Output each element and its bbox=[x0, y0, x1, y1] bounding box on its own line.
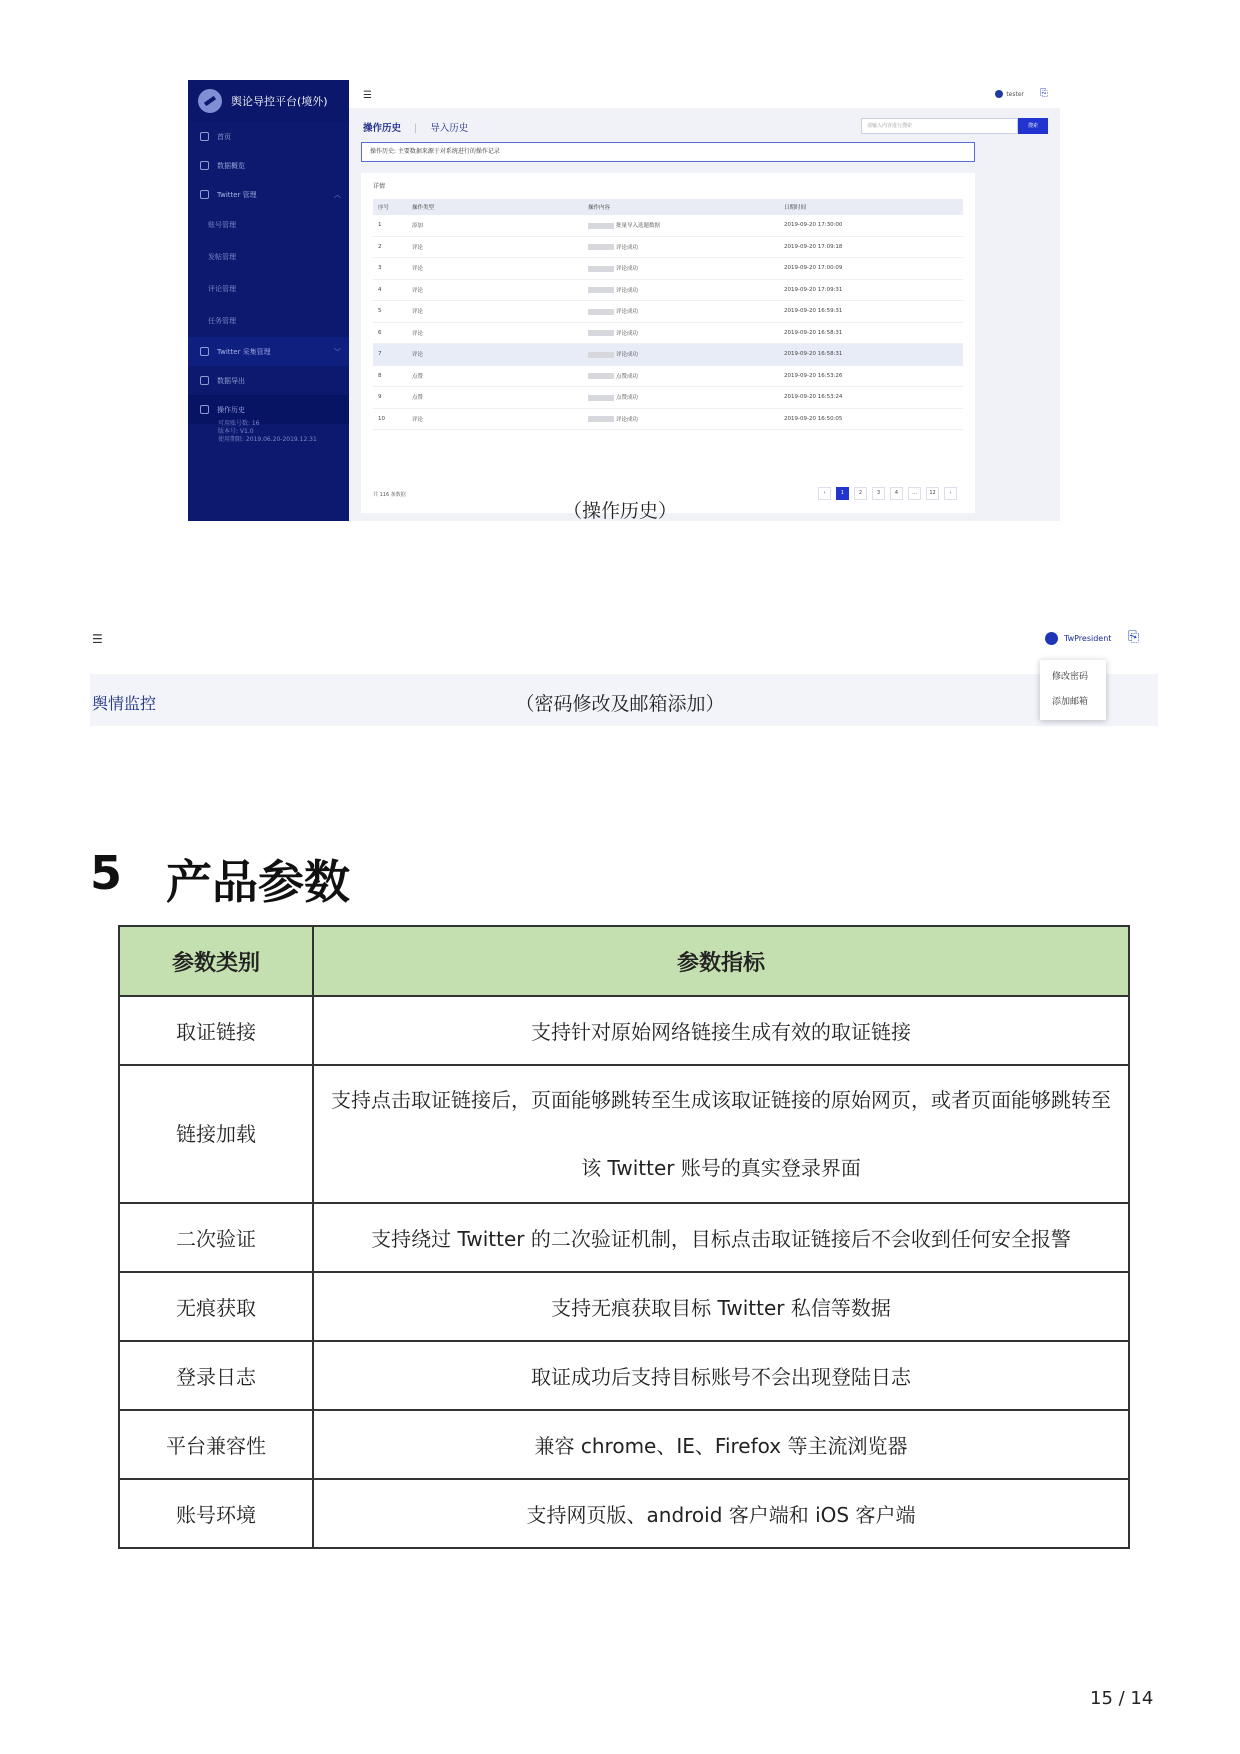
param-spec: 取证成功后支持目标账号不会出现登陆日志 bbox=[313, 1341, 1129, 1410]
menu-item-icon bbox=[200, 376, 209, 385]
chevron-down-icon: ﹀ bbox=[334, 347, 341, 356]
sidebar-item-label: 操作历史 bbox=[217, 405, 245, 414]
params-header-row bbox=[119, 926, 1129, 996]
cell-content bbox=[583, 236, 779, 258]
cell-text: 评论成功 bbox=[616, 330, 639, 337]
user-icon bbox=[995, 90, 1003, 98]
page-button[interactable]: 1 bbox=[836, 487, 849, 500]
page-number: 15 / 14 bbox=[1090, 1688, 1154, 1709]
cell-text: 添加 bbox=[412, 223, 424, 230]
search-button[interactable]: 搜索 bbox=[1018, 118, 1048, 134]
tab-separator: | bbox=[414, 123, 418, 134]
logo-icon bbox=[198, 89, 222, 113]
cell-text: 2019-09-20 17:30:00 bbox=[784, 222, 843, 229]
logout-icon[interactable]: ⎘ bbox=[1040, 88, 1048, 99]
cell-no bbox=[373, 279, 407, 301]
operation-history-screenshot bbox=[188, 80, 1060, 521]
param-spec: 支持无痕获取目标 Twitter 私信等数据 bbox=[313, 1272, 1129, 1341]
redacted-mark bbox=[588, 266, 614, 272]
caption-operation-history: （操作历史） bbox=[562, 500, 677, 522]
cell-time bbox=[779, 215, 963, 236]
cell-time bbox=[779, 408, 963, 430]
cell-time bbox=[779, 258, 963, 280]
cell-no bbox=[373, 236, 407, 258]
col-header-content: 操作内容 bbox=[583, 199, 779, 215]
product-params-table bbox=[118, 925, 1130, 1549]
cell-text: 6 bbox=[378, 329, 382, 336]
page-button[interactable]: … bbox=[908, 487, 921, 500]
page-button[interactable]: ‹ bbox=[818, 487, 831, 500]
cell-text: 2019-09-20 16:50:05 bbox=[784, 415, 843, 422]
chevron-up-icon: ︿ bbox=[334, 190, 341, 199]
table-row[interactable] bbox=[373, 279, 963, 301]
cell-no bbox=[373, 344, 407, 366]
menu-item-icon bbox=[200, 347, 209, 356]
username: TwPresident bbox=[1064, 634, 1112, 643]
cell-text: 评论成功 bbox=[616, 352, 639, 359]
cell-text: 评论 bbox=[412, 266, 424, 273]
cell-content bbox=[583, 258, 779, 280]
section-title: 舆情监控 bbox=[92, 694, 157, 713]
cell-text: 2019-09-20 17:09:31 bbox=[784, 286, 843, 293]
menu-item-icon bbox=[200, 405, 209, 414]
main-area bbox=[349, 80, 1060, 521]
app-logo[interactable] bbox=[188, 80, 349, 122]
top-bar bbox=[349, 80, 1060, 108]
redacted-mark bbox=[588, 373, 614, 379]
cell-text: 3 bbox=[378, 265, 382, 272]
cell-text: 2019-09-20 16:59:31 bbox=[784, 308, 843, 315]
cell-content bbox=[583, 301, 779, 323]
cell-time bbox=[779, 344, 963, 366]
params-row bbox=[119, 1272, 1129, 1341]
total-count: 共 116 条数据 bbox=[373, 492, 406, 498]
tabs bbox=[363, 120, 478, 134]
cell-time bbox=[779, 322, 963, 344]
params-row bbox=[119, 1203, 1129, 1272]
col-header-type: 操作类型 bbox=[407, 199, 583, 215]
redacted-mark bbox=[588, 287, 614, 293]
sidebar-item-label: 评论管理 bbox=[208, 285, 236, 293]
app-title: 舆论导控平台(境外) bbox=[231, 95, 328, 108]
dropdown-item-add-email[interactable]: 添加邮箱 bbox=[1052, 697, 1089, 707]
param-spec: 支持网页版、android 客户端和 iOS 客户端 bbox=[313, 1479, 1129, 1548]
section-number: 5 bbox=[90, 846, 123, 900]
cell-no bbox=[373, 215, 407, 236]
cell-type bbox=[407, 408, 583, 430]
redacted-mark bbox=[588, 309, 614, 315]
cell-text: 评论 bbox=[412, 244, 424, 251]
redacted-mark bbox=[588, 330, 614, 336]
sidebar-item-label: 发帖管理 bbox=[208, 253, 236, 261]
cell-text: 评论 bbox=[412, 416, 424, 423]
cell-text: 点赞 bbox=[412, 373, 424, 380]
footer-line: 使用期限: 2019.06.20-2019.12.31 bbox=[218, 436, 317, 443]
cell-type bbox=[407, 322, 583, 344]
cell-content bbox=[583, 387, 779, 409]
menu-item-icon bbox=[200, 190, 209, 199]
table-row[interactable] bbox=[373, 236, 963, 258]
sidebar-item[interactable] bbox=[188, 122, 349, 151]
sidebar-item-label: 数据导出 bbox=[217, 376, 245, 385]
cell-no bbox=[373, 387, 407, 409]
table-row[interactable] bbox=[373, 344, 963, 366]
table-row[interactable] bbox=[373, 258, 963, 280]
username: tester bbox=[1006, 90, 1024, 98]
cell-content bbox=[583, 279, 779, 301]
table-row[interactable] bbox=[373, 365, 963, 387]
cell-text: 4 bbox=[378, 286, 382, 293]
param-spec: 支持绕过 Twitter 的二次验证机制，目标点击取证链接后不会收到任何安全报警 bbox=[313, 1203, 1129, 1272]
redacted-mark bbox=[588, 244, 614, 250]
cell-text: 2019-09-20 16:53:24 bbox=[784, 394, 843, 401]
cell-text: 评论 bbox=[412, 352, 424, 359]
params-row bbox=[119, 1410, 1129, 1479]
param-spec: 支持针对原始网络链接生成有效的取证链接 bbox=[313, 996, 1129, 1065]
page-button[interactable]: 2 bbox=[854, 487, 867, 500]
cell-type bbox=[407, 344, 583, 366]
cell-text: 点赞成功 bbox=[616, 395, 639, 402]
menu-item-icon bbox=[200, 161, 209, 170]
sidebar-item[interactable] bbox=[188, 209, 349, 241]
sidebar-item[interactable] bbox=[188, 180, 349, 209]
col-header-no: 序号 bbox=[373, 199, 407, 215]
sidebar-item[interactable] bbox=[188, 337, 349, 366]
redacted-mark bbox=[588, 395, 614, 401]
cell-text: 2019-09-20 16:58:31 bbox=[784, 329, 843, 336]
cell-text: 点赞 bbox=[412, 395, 424, 402]
sidebar-item[interactable] bbox=[188, 366, 349, 395]
page-button[interactable]: 12 bbox=[926, 487, 939, 500]
sidebar-item-label: 账号管理 bbox=[208, 221, 236, 229]
cell-type bbox=[407, 279, 583, 301]
cell-text: 2019-09-20 17:09:18 bbox=[784, 243, 843, 250]
redacted-mark bbox=[588, 352, 614, 358]
cell-type bbox=[407, 258, 583, 280]
sidebar bbox=[188, 80, 349, 521]
cell-time bbox=[779, 387, 963, 409]
sidebar-item-label: Twitter 管理 bbox=[217, 190, 257, 199]
cell-no bbox=[373, 322, 407, 344]
cell-type bbox=[407, 301, 583, 323]
history-table bbox=[373, 199, 963, 430]
table-row[interactable] bbox=[373, 215, 963, 236]
table-row[interactable] bbox=[373, 301, 963, 323]
cell-text: 评论成功 bbox=[616, 287, 639, 294]
cell-time bbox=[779, 365, 963, 387]
cell-no bbox=[373, 301, 407, 323]
cell-text: 评论成功 bbox=[616, 266, 639, 273]
param-category: 无痕获取 bbox=[119, 1272, 313, 1341]
cell-text: 评论 bbox=[412, 287, 424, 294]
sidebar-item-label: 首页 bbox=[217, 132, 231, 141]
table-row[interactable] bbox=[373, 387, 963, 409]
cell-type bbox=[407, 387, 583, 409]
cell-text: 8 bbox=[378, 372, 382, 379]
cell-text: 评论成功 bbox=[616, 309, 639, 316]
history-panel bbox=[361, 173, 975, 513]
cell-content bbox=[583, 365, 779, 387]
cell-content bbox=[583, 322, 779, 344]
params-row bbox=[119, 1065, 1129, 1203]
logout-icon[interactable]: ⎘ bbox=[1128, 629, 1140, 645]
table-row[interactable] bbox=[373, 322, 963, 344]
param-category: 登录日志 bbox=[119, 1341, 313, 1410]
search-input[interactable]: 请输入内容进行搜索 bbox=[861, 118, 1018, 134]
cell-time bbox=[779, 236, 963, 258]
tab-operation-history[interactable]: 操作历史 bbox=[363, 123, 402, 134]
cell-text: 2019-09-20 16:58:31 bbox=[784, 351, 843, 358]
sidebar-item[interactable] bbox=[188, 305, 349, 337]
redacted-mark bbox=[588, 416, 614, 422]
panel-title: 详情 bbox=[373, 183, 386, 190]
cell-no bbox=[373, 258, 407, 280]
table-header-row bbox=[373, 199, 963, 215]
menu-toggle-icon[interactable]: ☰ bbox=[92, 632, 103, 646]
cell-no bbox=[373, 365, 407, 387]
sidebar-footer bbox=[218, 420, 317, 444]
cell-type bbox=[407, 215, 583, 236]
dropdown-item-change-password[interactable]: 修改密码 bbox=[1052, 672, 1089, 682]
params-header-spec: 参数指标 bbox=[313, 926, 1129, 996]
cell-text: 评论成功 bbox=[616, 244, 639, 251]
sidebar-item[interactable] bbox=[188, 241, 349, 273]
sidebar-item-label: 数据概览 bbox=[217, 161, 245, 170]
sidebar-menu bbox=[188, 122, 349, 424]
section-heading bbox=[90, 846, 350, 912]
cell-text: 1 bbox=[378, 222, 382, 229]
cell-no bbox=[373, 408, 407, 430]
cell-text: 2019-09-20 17:00:09 bbox=[784, 265, 843, 272]
user-menu[interactable] bbox=[995, 90, 1024, 98]
sidebar-item-label: 任务管理 bbox=[208, 317, 236, 325]
page-button[interactable]: 4 bbox=[890, 487, 903, 500]
params-row bbox=[119, 1479, 1129, 1548]
menu-toggle-icon[interactable]: ☰ bbox=[363, 90, 372, 101]
section-title: 产品参数 bbox=[166, 855, 350, 909]
param-category: 二次验证 bbox=[119, 1203, 313, 1272]
cell-content bbox=[583, 344, 779, 366]
user-menu[interactable] bbox=[1045, 632, 1111, 645]
footer-line: 版本号: V1.0 bbox=[218, 428, 254, 435]
cell-text: 9 bbox=[378, 394, 382, 401]
cell-text: 点赞成功 bbox=[616, 373, 639, 380]
tab-import-history[interactable]: 导入历史 bbox=[430, 123, 469, 134]
cell-text: 批量导入选题数据 bbox=[616, 223, 661, 230]
params-row bbox=[119, 996, 1129, 1065]
search-bar bbox=[861, 118, 1048, 134]
cell-content bbox=[583, 408, 779, 430]
cell-text: 评论 bbox=[412, 330, 424, 337]
cell-type bbox=[407, 236, 583, 258]
cell-text: 评论成功 bbox=[616, 416, 639, 423]
cell-text: 评论 bbox=[412, 309, 424, 316]
cell-type bbox=[407, 365, 583, 387]
param-category: 平台兼容性 bbox=[119, 1410, 313, 1479]
cell-text: 2 bbox=[378, 243, 382, 250]
param-spec: 兼容 chrome、IE、Firefox 等主流浏览器 bbox=[313, 1410, 1129, 1479]
params-row bbox=[119, 1341, 1129, 1410]
sidebar-item-label: Twitter 采集管理 bbox=[217, 347, 271, 356]
params-header-category: 参数类别 bbox=[119, 926, 313, 996]
sidebar-item[interactable] bbox=[188, 151, 349, 180]
table-row[interactable] bbox=[373, 408, 963, 430]
page-button[interactable]: › bbox=[944, 487, 957, 500]
param-spec: 支持点击取证链接后，页面能够跳转至生成该取证链接的原始网页，或者页面能够跳转至该 Twitter 账号的真实登录界面 bbox=[313, 1065, 1129, 1203]
col-header-time: 日期时间 bbox=[779, 199, 963, 215]
param-category: 链接加载 bbox=[119, 1065, 313, 1203]
cell-text: 10 bbox=[378, 415, 385, 422]
cell-time bbox=[779, 301, 963, 323]
footer-line: 可用账号数: 16 bbox=[218, 420, 260, 427]
menu-item-icon bbox=[200, 132, 209, 141]
info-note: 操作历史: 主要数据来源于对系统进行的操作记录 bbox=[361, 142, 975, 162]
param-category: 取证链接 bbox=[119, 996, 313, 1065]
page-button[interactable]: 3 bbox=[872, 487, 885, 500]
cell-text: 5 bbox=[378, 308, 382, 315]
user-icon bbox=[1045, 632, 1058, 645]
cell-text: 7 bbox=[378, 351, 382, 358]
redacted-mark bbox=[588, 223, 614, 229]
caption-password-email: （密码修改及邮箱添加） bbox=[515, 693, 725, 715]
cell-content bbox=[583, 215, 779, 236]
cell-text: 2019-09-20 16:53:26 bbox=[784, 372, 843, 379]
sidebar-item[interactable] bbox=[188, 273, 349, 305]
param-category: 账号环境 bbox=[119, 1479, 313, 1548]
cell-time bbox=[779, 279, 963, 301]
